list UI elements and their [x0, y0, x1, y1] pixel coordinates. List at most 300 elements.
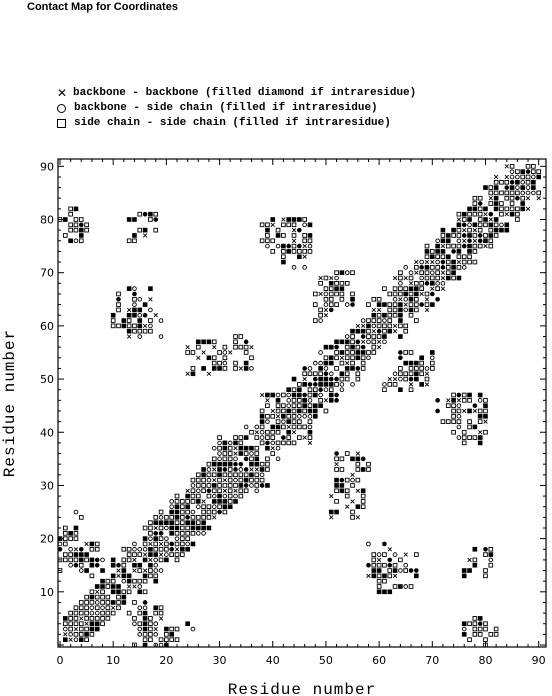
contact-point [319, 319, 323, 323]
contact-point [292, 234, 296, 238]
contact-point [303, 266, 307, 270]
contact-point [106, 617, 110, 621]
contact-point [367, 329, 371, 333]
contact-point [186, 521, 190, 525]
contact-point [356, 329, 360, 333]
contact-point [452, 420, 456, 424]
contact-point [436, 409, 440, 413]
contact-point [271, 218, 275, 222]
contact-point [266, 228, 270, 232]
contact-point [255, 473, 259, 477]
contact-point [202, 468, 206, 472]
contact-point [234, 441, 238, 445]
contact-point [335, 452, 339, 456]
contact-point [297, 218, 301, 222]
contact-point [345, 335, 349, 339]
contact-point [111, 585, 115, 589]
contact-point [356, 345, 360, 349]
contact-point [425, 266, 429, 270]
contact-point [149, 212, 153, 216]
contact-point [133, 329, 137, 333]
contact-point [143, 601, 147, 605]
contact-point [122, 595, 126, 599]
contact-point [154, 553, 158, 557]
contact-point [372, 313, 376, 317]
contact-point [79, 228, 83, 232]
contact-point [266, 239, 270, 243]
contact-point [399, 271, 403, 275]
contact-point [436, 297, 440, 301]
contact-point [170, 547, 174, 551]
contact-point [202, 521, 206, 525]
contact-point [441, 287, 445, 291]
contact-point [372, 574, 376, 578]
contact-point [393, 329, 397, 333]
contact-point [404, 372, 408, 376]
contact-point [462, 633, 466, 637]
contact-point [74, 563, 78, 567]
contact-point [420, 367, 424, 371]
contact-point [101, 585, 105, 589]
contact-point [351, 297, 355, 301]
contact-point [143, 313, 147, 317]
contact-point [308, 441, 312, 445]
contact-point [276, 425, 280, 429]
contact-point [478, 244, 482, 248]
contact-point [430, 367, 434, 371]
contact-point [260, 441, 264, 445]
contact-point [212, 494, 216, 498]
contact-point [324, 377, 328, 381]
contact-point [74, 218, 78, 222]
contact-point [186, 515, 190, 519]
contact-point [489, 191, 493, 195]
contact-point [473, 633, 477, 637]
contact-point [186, 351, 190, 355]
contact-point [356, 457, 360, 461]
contact-point [399, 319, 403, 323]
contact-point [63, 537, 67, 541]
contact-point [196, 484, 200, 488]
contact-point [133, 292, 137, 296]
contact-point [340, 372, 344, 376]
contact-point [133, 303, 137, 307]
cross-icon: ✕ [57, 86, 68, 100]
contact-point [90, 617, 94, 621]
contact-point [468, 558, 472, 562]
contact-point [138, 563, 142, 567]
contact-point [484, 218, 488, 222]
contact-point [143, 627, 147, 631]
contact-point [180, 521, 184, 525]
contact-point [414, 574, 418, 578]
contact-point [335, 303, 339, 307]
contact-point [484, 212, 488, 216]
contact-point [101, 617, 105, 621]
contact-point [180, 542, 184, 546]
contact-point [414, 292, 418, 296]
contact-point [489, 633, 493, 637]
contact-point [122, 601, 126, 605]
y-tick-label: 60 [40, 319, 54, 333]
contact-point [239, 462, 243, 466]
contact-point [111, 574, 115, 578]
contact-point [175, 505, 179, 509]
contact-point [159, 547, 163, 551]
contact-point [324, 383, 328, 387]
contact-point [313, 404, 317, 408]
contact-point [260, 473, 264, 477]
contact-point [351, 457, 355, 461]
x-tick-label: 50 [318, 654, 333, 667]
contact-point [399, 367, 403, 371]
contact-point [468, 239, 472, 243]
contact-point [228, 462, 232, 466]
contact-point [271, 409, 275, 413]
contact-point [212, 345, 216, 349]
contact-point [244, 457, 248, 461]
contact-point [122, 574, 126, 578]
contact-point [218, 478, 222, 482]
contact-point [276, 234, 280, 238]
contact-point [175, 521, 179, 525]
contact-point [500, 207, 504, 211]
contact-point [303, 372, 307, 376]
contact-point [505, 228, 509, 232]
contact-point [308, 244, 312, 248]
contact-point [516, 175, 520, 179]
contact-point [462, 234, 466, 238]
contact-point [133, 218, 137, 222]
contact-point [526, 207, 530, 211]
contact-point [446, 404, 450, 408]
contact-point [106, 579, 110, 583]
contact-point [457, 239, 461, 243]
contact-point [106, 595, 110, 599]
contact-point [255, 462, 259, 466]
contact-point [510, 164, 514, 168]
contact-point [154, 627, 158, 631]
contact-point [356, 489, 360, 493]
contact-point [149, 297, 153, 301]
contact-point [260, 430, 264, 434]
contact-point [420, 287, 424, 291]
contact-point [154, 228, 158, 232]
contact-point [457, 244, 461, 248]
contact-point [335, 383, 339, 387]
contact-point [484, 244, 488, 248]
contact-point [468, 420, 472, 424]
contact-point [414, 271, 418, 275]
contact-point [207, 484, 211, 488]
contact-point [420, 266, 424, 270]
contact-point [90, 574, 94, 578]
contact-point [196, 515, 200, 519]
contact-point [372, 569, 376, 573]
contact-point [351, 303, 355, 307]
contact-point [79, 622, 83, 626]
contact-point [399, 585, 403, 589]
contact-point [159, 617, 163, 621]
contact-point [484, 553, 488, 557]
contact-point [149, 574, 153, 578]
contact-point [90, 627, 94, 631]
contact-point [393, 324, 397, 328]
contact-point [324, 297, 328, 301]
contact-point [143, 579, 147, 583]
contact-point [462, 244, 466, 248]
contact-point [319, 308, 323, 312]
contact-point [500, 228, 504, 232]
contact-point [345, 367, 349, 371]
contact-point [282, 250, 286, 254]
contact-point [377, 569, 381, 573]
contact-point [122, 547, 126, 551]
contact-point [516, 191, 520, 195]
contact-point [175, 515, 179, 519]
contact-point [367, 324, 371, 328]
contact-point [335, 468, 339, 472]
contact-point [383, 563, 387, 567]
contact-point [282, 441, 286, 445]
contact-point [191, 489, 195, 493]
contact-point [223, 452, 227, 456]
contact-point [202, 531, 206, 535]
contact-point [260, 478, 264, 482]
contact-point [223, 345, 227, 349]
contact-point [420, 292, 424, 296]
contact-point [356, 351, 360, 355]
contact-point [462, 409, 466, 413]
contact-point [335, 287, 339, 291]
contact-point [457, 234, 461, 238]
y-tick-label: 30 [40, 479, 54, 493]
contact-point [351, 340, 355, 344]
contact-point [266, 484, 270, 488]
contact-point [218, 473, 222, 477]
contact-point [79, 515, 83, 519]
contact-point [425, 308, 429, 312]
contact-point [133, 547, 137, 551]
contact-point [292, 414, 296, 418]
contact-point [319, 388, 323, 392]
contact-point [170, 526, 174, 530]
contact-point [324, 361, 328, 365]
contact-point [175, 500, 179, 504]
contact-point [63, 553, 67, 557]
contact-point [95, 542, 99, 546]
contact-point [430, 361, 434, 365]
contact-point [329, 383, 333, 387]
contact-point [436, 271, 440, 275]
contact-point [202, 505, 206, 509]
contact-point [175, 531, 179, 535]
contact-point [409, 367, 413, 371]
contact-point [79, 223, 83, 227]
contact-point [282, 260, 286, 264]
contact-point [287, 441, 291, 445]
contact-point [409, 372, 413, 376]
contact-point [489, 234, 493, 238]
contact-point [228, 494, 232, 498]
contact-point [478, 202, 482, 206]
contact-point [79, 638, 83, 642]
contact-point [457, 260, 461, 264]
contact-point [516, 218, 520, 222]
contact-point [361, 505, 365, 509]
contact-point [138, 308, 142, 312]
contact-point [473, 250, 477, 254]
contact-point [63, 638, 67, 642]
contact-point [287, 420, 291, 424]
contact-point [473, 234, 477, 238]
contact-point [244, 340, 248, 344]
contact-point [446, 276, 450, 280]
contact-point [351, 361, 355, 365]
contact-point [399, 356, 403, 360]
contact-point [111, 579, 115, 583]
contact-point [143, 547, 147, 551]
contact-point [79, 218, 83, 222]
contact-point [218, 457, 222, 461]
contact-point [473, 404, 477, 408]
contact-point [303, 425, 307, 429]
contact-point [154, 606, 158, 610]
contact-point [383, 590, 387, 594]
contact-point [351, 329, 355, 333]
contact-point [95, 595, 99, 599]
contact-point [282, 425, 286, 429]
contact-point [377, 303, 381, 307]
contact-point [170, 515, 174, 519]
contact-point [436, 266, 440, 270]
contact-point [186, 489, 190, 493]
contact-point [404, 324, 408, 328]
contact-point [218, 489, 222, 493]
contact-point [127, 553, 131, 557]
contact-point [180, 547, 184, 551]
contact-point [159, 510, 163, 514]
contact-point [377, 579, 381, 583]
contact-point [69, 531, 73, 535]
contact-point [180, 505, 184, 509]
contact-point [484, 223, 488, 227]
contact-point [500, 180, 504, 184]
contact-point [473, 617, 477, 621]
contact-point [207, 515, 211, 519]
contact-point [266, 420, 270, 424]
contact-point [165, 515, 169, 519]
contact-point [505, 191, 509, 195]
contact-point [452, 404, 456, 408]
contact-point [505, 212, 509, 216]
contact-point [430, 287, 434, 291]
contact-point [149, 542, 153, 546]
contact-point [74, 510, 78, 514]
contact-point [218, 494, 222, 498]
contact-point [372, 351, 376, 355]
contact-point [202, 489, 206, 493]
contact-point [409, 313, 413, 317]
contact-point [271, 223, 275, 227]
contact-point [111, 601, 115, 605]
contact-point [377, 324, 381, 328]
contact-point [367, 462, 371, 466]
contact-point [446, 255, 450, 259]
contact-point [526, 191, 530, 195]
contact-point [468, 409, 472, 413]
contact-point [170, 627, 174, 631]
contact-point [462, 228, 466, 232]
contact-point [143, 558, 147, 562]
contact-point [340, 468, 344, 472]
legend-label: side chain - side chain (filled if intraresidue) [74, 117, 391, 129]
contact-point [335, 340, 339, 344]
contact-point [340, 383, 344, 387]
contact-point [234, 452, 238, 456]
contact-point [377, 340, 381, 344]
contact-point [521, 202, 525, 206]
contact-point [138, 553, 142, 557]
contact-point [478, 207, 482, 211]
contact-point [356, 377, 360, 381]
contact-point [175, 638, 179, 642]
contact-point [436, 281, 440, 285]
contact-point [234, 340, 238, 344]
contact-point [473, 436, 477, 440]
contact-point [111, 590, 115, 594]
contact-point [457, 266, 461, 270]
contact-point [175, 494, 179, 498]
contact-point [303, 255, 307, 259]
contact-point [340, 356, 344, 360]
contact-point [276, 430, 280, 434]
x-tick-label: 20 [159, 654, 174, 667]
contact-point [372, 297, 376, 301]
contact-point [452, 430, 456, 434]
contact-point [186, 622, 190, 626]
contact-point [165, 526, 169, 530]
contact-point [308, 414, 312, 418]
contact-point [478, 414, 482, 418]
contact-point [90, 547, 94, 551]
contact-point [297, 244, 301, 248]
contact-point [117, 308, 121, 312]
contact-point [266, 234, 270, 238]
contact-point [244, 484, 248, 488]
contact-point [255, 457, 259, 461]
contact-point [133, 569, 137, 573]
contact-point [532, 164, 536, 168]
contact-point [154, 515, 158, 519]
contact-point [244, 452, 248, 456]
contact-point [345, 478, 349, 482]
contact-point [473, 558, 477, 562]
contact-point [404, 292, 408, 296]
contact-point [244, 468, 248, 472]
contact-point [154, 537, 158, 541]
contact-point [383, 324, 387, 328]
contact-point [324, 345, 328, 349]
contact-point [196, 356, 200, 360]
contact-point [351, 351, 355, 355]
contact-point [244, 489, 248, 493]
contact-point [420, 271, 424, 275]
contact-point [452, 244, 456, 248]
contact-point [186, 494, 190, 498]
contact-point [377, 558, 381, 562]
contact-point [266, 398, 270, 402]
